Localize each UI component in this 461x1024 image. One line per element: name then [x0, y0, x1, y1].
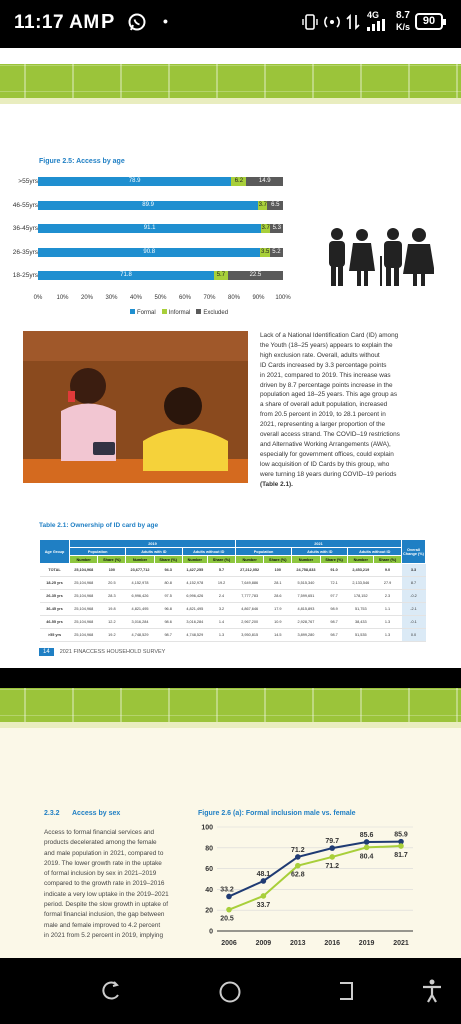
data-label: 33.2 [220, 886, 234, 894]
population-header: Population [70, 548, 126, 556]
home-icon[interactable] [218, 980, 242, 1004]
data-label: 48.1 [256, 870, 271, 878]
document-page-1 [0, 48, 461, 668]
photo-woman-with-card-reader [23, 331, 248, 483]
legend-label: Informal [168, 310, 191, 316]
table-cell: 100 [98, 564, 126, 577]
bar-segment-informal: 3.5 [261, 248, 270, 255]
table-cell: 4,748,529 [182, 629, 208, 642]
table-title: Table 2.1: Ownership of ID card by age [39, 522, 159, 529]
paragraph-line: especially for government offices, could explain [260, 450, 394, 458]
overall-change-header: Overall Change (%) [402, 540, 426, 564]
table-row [40, 603, 426, 616]
paragraph-line: Lack of a National Identification Card (ID) among [260, 332, 399, 339]
table-cell: 12.2 [98, 616, 126, 629]
paragraph-line: were turning 18 years during COVID–19 periods [260, 470, 397, 478]
table-cell: 97.7 [320, 590, 348, 603]
table-cell: 25,104,968 [70, 577, 98, 590]
paragraph-line: driven by 8.7 percentage points increase in the [260, 381, 393, 389]
recents-icon[interactable] [335, 980, 357, 1002]
paragraph-line: Access to formal financial services and [44, 829, 155, 836]
table-reference: (Table 2.1). [260, 480, 293, 488]
table-cell: 100 [264, 564, 292, 577]
chart-legend [130, 309, 228, 316]
table-cell: 28.6 [264, 590, 292, 603]
data-label: 80.4 [359, 853, 374, 861]
table-cell: 7,599,651 [292, 590, 320, 603]
bar-category-label: >55yrs [18, 178, 38, 185]
table-cell: 2,133,546 [348, 577, 374, 590]
age-group-header: Age Group [40, 540, 70, 564]
table-cell: 5,515,340 [292, 577, 320, 590]
table-cell: 28.3 [98, 590, 126, 603]
table-cell: 46-55 yrs [40, 616, 70, 629]
table-cell: 17.9 [264, 603, 292, 616]
bar-category-label: 36-45yrs [12, 225, 38, 232]
table-cell: 6,996,426 [182, 590, 208, 603]
signal-icon [366, 19, 388, 31]
data-transfer-icon [346, 13, 360, 31]
table-cell: 23,677,712 [126, 564, 154, 577]
table-cell: 26-35 yrs [40, 590, 70, 603]
paragraph-line: male and female improved to 4.2 percent [44, 921, 161, 929]
x-tick-label: 90% [252, 295, 265, 301]
table-cell: 6,996,426 [126, 590, 154, 603]
table-cell: 98.7 [320, 629, 348, 642]
vibrate-icon [302, 13, 318, 31]
figure-title: Figure 2.6 (a): Formal inclusion male vs. female [198, 810, 356, 817]
x-tick-label: 50% [154, 295, 167, 301]
data-label: 33.7 [256, 901, 271, 909]
x-tick-label: 2009 [255, 940, 272, 947]
table-cell: 19.8 [98, 603, 126, 616]
table-cell: 2,928,767 [292, 616, 320, 629]
paragraph-line: formal financial inclusion, the gap between [44, 911, 165, 919]
bar-segment-informal: 5.7 [214, 271, 228, 280]
series-line-1 [229, 846, 401, 910]
series-point [329, 845, 335, 851]
data-label: 79.7 [325, 838, 340, 846]
section-paragraph [44, 828, 194, 941]
series-point [398, 843, 404, 849]
paragraph-line: low acquisition of ID Cards by this group, who [260, 460, 390, 468]
table-cell: 9.0 [374, 564, 402, 577]
legend-item-informal [162, 309, 191, 316]
column-header: Share (%) [320, 556, 348, 564]
column-header: Number [348, 556, 374, 564]
table-row [40, 616, 426, 629]
x-tick-label: 30% [105, 295, 118, 301]
table-cell: 27,212,052 [235, 564, 263, 577]
x-tick-label: 100% [275, 295, 291, 301]
table-cell: 36-45 yrs [40, 603, 70, 616]
table-cell: >55 yrs [40, 629, 70, 642]
x-tick-label: 2016 [324, 940, 340, 947]
table-cell: 3,950,815 [235, 629, 263, 642]
footer-title: 2021 FINACCESS HOUSEHOLD SURVEY [59, 649, 166, 655]
net-speed-unit: K/s [396, 22, 411, 32]
series-point [226, 894, 232, 900]
bar-segment-excluded: 5.3 [270, 224, 283, 233]
paragraph-line: in 2021 from 5.2 percent in 2019, implying [44, 931, 164, 939]
y-tick-label: 40 [205, 886, 213, 894]
with-id-header: Adults with ID [126, 548, 182, 556]
bar-segment-formal: 90.8 [38, 248, 260, 257]
table-cell: 98.7 [320, 616, 348, 629]
table-cell: 25,104,968 [70, 616, 98, 629]
paragraph-line: indicate a very low uptake in the 2019–2021 [44, 890, 169, 898]
table-cell: 2,453,219 [348, 564, 374, 577]
table-cell: 178,152 [348, 590, 374, 603]
x-tick-label: 2013 [290, 940, 306, 947]
network-type: 4G [367, 10, 380, 20]
table-cell: 18-25 yrs [40, 577, 70, 590]
data-label: 62.8 [290, 871, 305, 879]
column-header: Share (%) [374, 556, 402, 564]
paragraph-line: from 20.5 percent in 2019, to 28.1 percent in [260, 411, 386, 419]
column-header: Share (%) [208, 556, 236, 564]
status-time: 11:17 AM [14, 12, 100, 33]
y-tick-label: 80 [205, 845, 213, 853]
paragraph-line: period. Despite the slow growth in uptake of [44, 901, 168, 909]
x-tick-label: 2021 [393, 940, 409, 947]
page-gap [0, 668, 461, 688]
table-row [40, 590, 426, 603]
table-cell: 4,815,893 [292, 603, 320, 616]
table-cell: 98.6 [154, 616, 182, 629]
table-cell: -2.1 [402, 603, 426, 616]
bar-segment-excluded: 14.9 [246, 177, 283, 186]
bar-segment-excluded: 22.5 [228, 271, 283, 280]
table-cell: 1.3 [374, 616, 402, 629]
paragraph-line: products decelerated among the female [44, 839, 157, 847]
bar-segment-formal: 89.9 [38, 201, 258, 210]
id-ownership-table [39, 539, 426, 642]
table-cell: 91.0 [320, 564, 348, 577]
series-point [364, 839, 370, 845]
paragraph-line: population aged 18–25 years. This age group as [260, 391, 398, 399]
navigation-bar [0, 958, 461, 1024]
accessibility-icon[interactable] [421, 978, 443, 1004]
table-cell: 25,104,968 [70, 629, 98, 642]
table-cell: 4,152,978 [126, 577, 154, 590]
table-cell: 2,967,200 [235, 616, 263, 629]
series-line-0 [229, 842, 401, 897]
paragraph-line: compared to the growth rate in 2019–2016 [44, 880, 165, 888]
table-cell: 4,748,529 [126, 629, 154, 642]
table-row [40, 577, 426, 590]
table-row [40, 629, 426, 642]
data-label: 20.5 [220, 915, 234, 923]
x-tick-label: 2019 [358, 940, 375, 947]
x-tick-label: 2006 [221, 940, 237, 947]
with-id-header: Adults with ID [292, 548, 348, 556]
page-footer [39, 648, 179, 656]
table-cell: 4,821,495 [126, 603, 154, 616]
people-illustration [322, 226, 434, 288]
data-label: 85.9 [394, 831, 408, 839]
table-cell: 1.3 [374, 629, 402, 642]
table-cell: 7,777,783 [235, 590, 263, 603]
paragraph-line: ID Cards increased by 3.3 percentage points [260, 361, 387, 369]
figure-title: Figure 2.5: Access by age [39, 158, 125, 165]
paragraph-line: of formal inclusion by sex in 2021–2019 [44, 870, 157, 878]
document-page-2 [0, 688, 461, 958]
table-cell: 25,104,968 [70, 603, 98, 616]
column-header: Number [292, 556, 320, 564]
table-cell: 4,152,978 [182, 577, 208, 590]
table-cell: 19.2 [98, 629, 126, 642]
table-cell: 98.9 [320, 603, 348, 616]
table-cell: 1.4 [208, 616, 236, 629]
table-cell: 2.4 [208, 590, 236, 603]
bar-segment-formal: 78.9 [38, 177, 231, 186]
paragraph-line: the Youth (18–25 years) appears to explain the [260, 341, 393, 349]
x-tick-label: 10% [56, 295, 69, 301]
bar-category-label: 18-25yrs [12, 272, 38, 279]
series-point [261, 878, 267, 884]
body-paragraph [260, 331, 450, 490]
table-cell: 8.7 [402, 577, 426, 590]
population-header: Population [235, 548, 291, 556]
x-tick-label: 20% [80, 295, 93, 301]
y-tick-label: 60 [205, 866, 213, 874]
bar-segment-excluded: 6.5 [267, 201, 283, 210]
formal-inclusion-line-chart [195, 821, 425, 958]
access-by-age-chart [10, 173, 330, 333]
series-point [226, 907, 232, 913]
table-cell: -0.2 [402, 590, 426, 603]
table-cell: 38,433 [348, 616, 374, 629]
column-header: Share (%) [154, 556, 182, 564]
battery-icon: 90 [415, 13, 443, 30]
y-tick-label: 0 [209, 928, 213, 936]
x-tick-label: 40% [129, 295, 142, 301]
paragraph-line: high exclusion rate. Overall, adults without [260, 351, 380, 359]
section-number: 2.3.2 [44, 810, 60, 817]
data-label: 71.2 [290, 846, 305, 854]
bar-segment-formal: 71.8 [38, 271, 214, 280]
legend-swatch [196, 309, 201, 314]
section-title: Access by sex [72, 810, 121, 817]
status-bar [0, 0, 461, 48]
column-header: Number [126, 556, 154, 564]
bar-segment-formal: 91.1 [38, 224, 261, 233]
page-number: 14 [39, 648, 54, 656]
year-2019-header: 2019 [70, 540, 236, 548]
table-cell: 25,104,968 [70, 590, 98, 603]
y-tick-label: 100 [201, 824, 213, 832]
table-cell: 14.5 [264, 629, 292, 642]
table-cell: 72.1 [320, 577, 348, 590]
bar-segment-informal: 3.7 [258, 201, 267, 208]
column-header: Share (%) [98, 556, 126, 564]
bar-segment-informal: 3.7 [261, 225, 270, 231]
column-header: Number [182, 556, 208, 564]
data-label: 81.7 [394, 852, 408, 860]
table-cell: 4,867,646 [235, 603, 263, 616]
table-cell: 10.9 [264, 616, 292, 629]
legend-item-excluded [196, 309, 228, 316]
x-tick-label: 70% [203, 295, 216, 301]
paragraph-line: a share of overall adult population, increased [260, 401, 388, 409]
paragraph-line: 2021, representing a larger proportion of the [260, 421, 386, 429]
year-2021-header: 2021 [235, 540, 401, 548]
bar-segment-informal: 6.2 [231, 177, 246, 186]
table-cell: TOTAL [40, 564, 70, 577]
data-label: 71.2 [325, 862, 340, 870]
series-point [364, 845, 370, 851]
x-tick-label: 80% [227, 295, 240, 301]
table-cell: 3.3 [402, 564, 426, 577]
table-cell: 1.3 [208, 629, 236, 642]
column-header: Share (%) [264, 556, 292, 564]
table-cell: 3,016,284 [126, 616, 154, 629]
legend-item-formal [130, 309, 156, 316]
table-cell: 94.3 [154, 564, 182, 577]
bar-category-label: 26-35yrs [12, 248, 38, 256]
table-cell: 3.2 [208, 603, 236, 616]
table-cell: 20.5 [98, 577, 126, 590]
table-cell: 51,535 [348, 629, 374, 642]
table-cell: 28.1 [264, 577, 292, 590]
table-cell: 96.8 [154, 603, 182, 616]
table-cell: 0.0 [402, 629, 426, 642]
net-speed-value: 8.7 [396, 10, 410, 21]
column-header: Number [235, 556, 263, 564]
legend-label: Formal [137, 310, 156, 316]
table-cell: 97.5 [154, 590, 182, 603]
table-cell: 4,821,495 [182, 603, 208, 616]
paragraph-line: and Alternative Working Arrangements (AWA), [260, 440, 391, 448]
table-cell: 3,016,284 [182, 616, 208, 629]
table-cell: 5.7 [208, 564, 236, 577]
bar-segment-excluded: 5.2 [270, 248, 283, 257]
table-cell: 98.7 [154, 629, 182, 642]
series-point [295, 854, 301, 860]
back-icon[interactable] [101, 980, 123, 1002]
series-point [295, 863, 301, 869]
paragraph-line: 2019. The lower growth rate in the uptake [44, 859, 162, 867]
without-id-header: Adults without ID [348, 548, 402, 556]
hotspot-icon [322, 13, 342, 31]
series-point [261, 893, 267, 899]
page-header-band [0, 688, 461, 728]
table-cell: 25,104,968 [70, 564, 98, 577]
data-label: 85.6 [359, 831, 374, 839]
whatsapp-icon [127, 12, 147, 32]
paragraph-line: and male population in 2021, compared to [44, 849, 164, 857]
table-cell: -0.1 [402, 616, 426, 629]
bar-category-label: 46-55yrs [12, 201, 38, 209]
table-cell: 24,758,833 [292, 564, 320, 577]
paragraph-line: overall access strand. The COVID–19 restrictions [260, 431, 400, 439]
table-cell: 1.1 [374, 603, 402, 616]
x-tick-label: 0% [33, 295, 43, 301]
x-tick-label: 60% [178, 295, 191, 301]
table-cell: 2.3 [374, 590, 402, 603]
table-cell: 19.2 [208, 577, 236, 590]
column-header: Number [70, 556, 98, 564]
page-header-band [0, 64, 461, 104]
legend-swatch [162, 309, 167, 314]
notification-dot: • [163, 13, 168, 29]
table-cell: 80.8 [154, 577, 182, 590]
legend-swatch [130, 309, 135, 314]
table-row [40, 564, 426, 577]
table-cell: 3,899,280 [292, 629, 320, 642]
table-cell: 1,427,255 [182, 564, 208, 577]
app-notification-icon: P [101, 11, 115, 33]
y-tick-label: 20 [205, 907, 213, 915]
legend-label: Excluded [203, 310, 229, 316]
table-cell: 7,649,886 [235, 577, 263, 590]
table-cell: 51,753 [348, 603, 374, 616]
without-id-header: Adults without ID [182, 548, 235, 556]
series-point [329, 854, 335, 860]
paragraph-line: in 2021, compared to 2019. This increase was [260, 371, 391, 379]
table-cell: 27.9 [374, 577, 402, 590]
